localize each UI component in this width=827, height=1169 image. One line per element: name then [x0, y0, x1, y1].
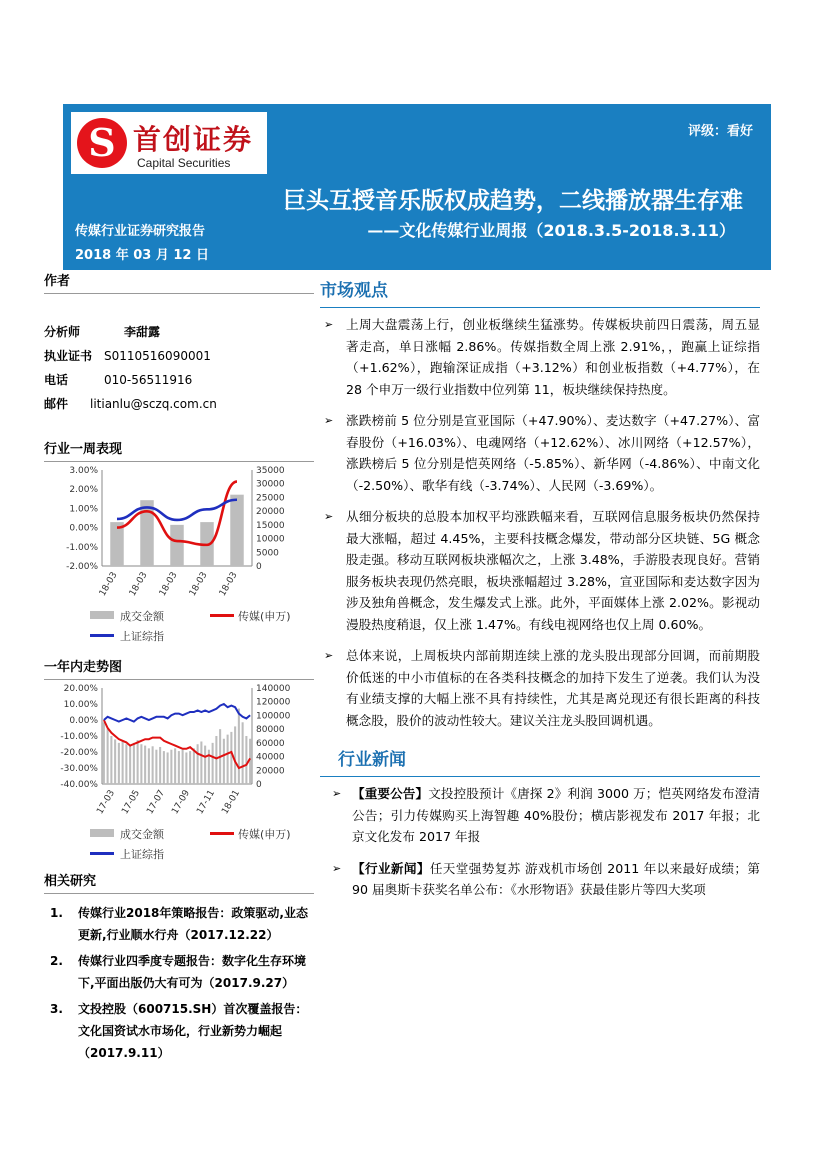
market-paragraph: ➢ 总体来说，上周板块内部前期连续上涨的龙头股出现部分回调，而前期股价低迷的中小市值标的在各类科技概念的加持下发生了逆袭。我们认为没有业绩支撑的大幅上涨不具有持续性，尤其是离兑现还有很长距离的科技概念股，股价的波动性较大。建议关注龙头股回调机遇。 — [320, 645, 760, 731]
right-tick-label: 60000 — [256, 738, 285, 749]
volume-bar — [245, 736, 247, 784]
bullet-arrow-icon: ➢ — [324, 649, 334, 662]
right-tick-label: 140000 — [256, 684, 291, 694]
right-tick-label: 40000 — [256, 752, 285, 763]
volume-bar — [137, 740, 139, 784]
volume-bar — [230, 732, 232, 784]
volume-bar — [238, 709, 240, 784]
left-tick-label: -10.00% — [60, 732, 98, 742]
legend-media-label: 传媒(申万) — [238, 828, 291, 841]
volume-bar — [215, 736, 217, 784]
volume-bar — [140, 744, 142, 784]
week-chart-legend — [44, 606, 314, 648]
report-subtitle: ——文化传媒行业周报（2018.3.5-2018.3.11） — [367, 221, 735, 240]
right-tick-label: 35000 — [256, 466, 285, 476]
cert-value: S0110516090001 — [104, 349, 211, 363]
volume-bar — [174, 748, 176, 784]
email-value: litianlu@sczq.com.cn — [90, 397, 217, 411]
x-tick-label: 17-07 — [145, 788, 168, 817]
volume-bar — [103, 722, 105, 784]
report-title: 巨头互授音乐版权成趋势，二线播放器生存难 — [283, 188, 743, 214]
volume-bar — [159, 747, 161, 784]
left-tick-label: -2.00% — [66, 562, 98, 572]
year-chart — [44, 680, 291, 824]
week-chart — [44, 462, 284, 606]
right-tick-label: 20000 — [256, 766, 285, 777]
x-tick-label: 17-05 — [120, 788, 143, 817]
news-list — [320, 783, 760, 901]
right-tick-label: 5000 — [256, 548, 279, 559]
cert-label: 执业证书 — [44, 349, 93, 363]
year-chart-svg — [44, 680, 291, 820]
volume-bar — [110, 736, 112, 784]
volume-bar — [122, 741, 124, 784]
research-item[interactable]: 3. 文投控股（600715.SH）首次覆盖报告：文化国资试水市场化，行业新势力崛起（2017.9.11） — [50, 1002, 308, 1060]
left-tick-label: 0.00% — [69, 716, 98, 726]
volume-bar — [155, 750, 157, 784]
report-type: 传媒行业证券研究报告 — [75, 224, 206, 239]
analyst-label: 分析师 — [44, 325, 81, 339]
volume-bar — [114, 739, 116, 784]
x-tick-label: 18-03 — [127, 570, 150, 599]
legend-volume-label: 成交金额 — [120, 828, 164, 841]
x-tick-label: 17-11 — [195, 788, 218, 817]
week-chart-heading: 行业一周表现 — [44, 438, 314, 462]
bullet-arrow-icon: ➢ — [324, 318, 334, 331]
research-list — [44, 902, 314, 1064]
volume-bar — [200, 741, 202, 784]
volume-bar — [107, 729, 109, 784]
phone-value: 010-56511916 — [104, 373, 193, 387]
legend-media-label: 传媒(申万) — [238, 610, 291, 623]
index-series-line — [104, 704, 250, 722]
year-chart-legend — [44, 824, 314, 866]
report-date: 2018 年 03 月 12 日 — [75, 248, 209, 263]
volume-bar — [178, 751, 180, 784]
legend-media-swatch — [210, 614, 234, 617]
volume-bar — [227, 735, 229, 784]
right-tick-label: 25000 — [256, 493, 285, 504]
volume-bar — [163, 751, 165, 784]
right-tick-label: 15000 — [256, 520, 285, 531]
volume-bar — [230, 495, 244, 566]
main-content — [320, 276, 760, 911]
x-tick-label: 18-03 — [97, 570, 120, 599]
left-tick-label: 1.00% — [69, 504, 98, 515]
market-paragraph: ➢ 涨跌榜前 5 位分别是宣亚国际（+47.90%）、麦达数字（+47.27%）、富春股份（+16.03%）、电魂网络（+12.62%）、冰川网络（+12.57%），涨跌榜后 5 位分别是恺英网络（-5.85%）、新华网（-4.86%）、中南文化（-2.50%）、歌华有线（-3.74%）、人民网（-3.69%）。 — [320, 410, 760, 496]
bullet-arrow-icon: ➢ — [332, 861, 342, 875]
left-tick-label: 10.00% — [63, 700, 98, 710]
legend-index-swatch — [90, 634, 114, 637]
left-tick-label: 20.00% — [63, 684, 98, 694]
volume-bar — [234, 726, 236, 784]
volume-bar — [212, 743, 214, 784]
volume-bar — [193, 748, 195, 784]
rating-label: 评级：看好 — [687, 124, 753, 139]
bullet-arrow-icon: ➢ — [324, 414, 334, 427]
right-tick-label: 10000 — [256, 534, 285, 545]
author-heading: 作者 — [44, 270, 314, 294]
news-item: ➢ 【行业新闻】任天堂强势复苏 游戏机市场创 2011 年以来最好成绩；第 90 届奥斯卡获奖名单公布：《水形物语》获最佳影片等四大奖项 — [320, 858, 760, 901]
right-tick-label: 120000 — [256, 697, 291, 708]
volume-bar — [185, 752, 187, 784]
news-item: ➢ 【重要公告】文投控股预计《唐探 2》利润 3000 万；恺英网络发布澄清公告；引力传媒购买上海智趣 40%股份；横店影视发布 2017 年报；北京文化发布 2017 年报 — [320, 783, 760, 848]
volume-bar — [223, 739, 225, 784]
left-tick-label: -30.00% — [60, 764, 98, 774]
x-tick-label: 17-03 — [95, 788, 118, 817]
volume-bar — [170, 525, 184, 566]
volume-bar — [118, 743, 120, 784]
news-heading: 行业新闻 — [338, 750, 406, 770]
market-paragraph: ➢ 上周大盘震荡上行，创业板继续生猛涨势。传媒板块前四日震荡，周五显著走高，单日涨幅 2.86%。传媒指数全周上涨 2.91%，，跑赢上证综指（+1.62%），跑输深证成指（+3.12%）和创业板指数（+4.77%），在 28 个申万一级行业指数中位列第 11，板块继续保持热度。 — [320, 314, 760, 400]
volume-bar — [133, 743, 135, 784]
left-tick-label: 0.00% — [69, 523, 98, 534]
research-item[interactable]: 2. 传媒行业四季度专题报告：数字化生存环境下,平面出版仍大有可为（2017.9.27） — [50, 954, 307, 990]
volume-bar — [197, 744, 199, 784]
right-tick-label: 0 — [256, 780, 262, 790]
x-tick-label: 18-01 — [220, 788, 243, 817]
right-tick-label: 100000 — [256, 711, 291, 722]
email-label: 邮件 — [44, 397, 69, 411]
bullet-arrow-icon: ➢ — [324, 510, 334, 523]
report-header — [63, 104, 771, 270]
x-tick-label: 18-03 — [217, 570, 240, 599]
left-tick-label: -40.00% — [60, 780, 98, 790]
volume-bar — [125, 744, 127, 784]
volume-bar — [182, 750, 184, 784]
volume-bar — [167, 752, 169, 784]
right-tick-label: 80000 — [256, 725, 285, 736]
research-item[interactable]: 1. 传媒行业2018年策略报告：政策驱动,业态更新,行业顺水行舟（2017.12.22） — [50, 906, 308, 942]
x-tick-label: 18-03 — [187, 570, 210, 599]
news-divider — [320, 776, 760, 777]
legend-index-label: 上证综指 — [120, 630, 164, 643]
author-info — [44, 320, 314, 416]
analyst-name: 李甜露 — [124, 325, 161, 339]
legend-index-swatch — [90, 852, 114, 855]
research-heading: 相关研究 — [44, 870, 314, 894]
volume-bar — [242, 722, 244, 784]
volume-bar — [129, 746, 131, 784]
volume-bar — [189, 751, 191, 784]
right-tick-label: 20000 — [256, 507, 285, 518]
logo-english-name: Capital Securities — [137, 156, 231, 170]
left-tick-label: 3.00% — [69, 466, 98, 476]
logo-mark-icon: S — [77, 118, 127, 168]
left-tick-label: -1.00% — [66, 542, 98, 553]
volume-bar — [152, 746, 154, 784]
left-tick-label: -20.00% — [60, 748, 98, 758]
legend-volume-swatch — [90, 611, 114, 619]
market-paragraph: ➢ 从细分板块的总股本加权平均涨跌幅来看，互联网信息服务板块仍然保持最大涨幅，超过 4.45%，主要科技概念爆发，带动部分区块链、5G 概念股走强。移动互联网板块涨幅次之，上涨 3.48%，手游股表现良好。营销服务板块表现仍然亮眼，板块涨幅超过 3.28%，宣亚国际和麦达数字因为涉及独角兽概念，发生爆发式上涨。此外，平面媒体上涨 2.02%。影视动漫股热度稍退，仅上涨 1.47%。有线电视网络也仅上周 0.60%。 — [320, 506, 760, 635]
legend-volume-swatch — [90, 829, 114, 837]
right-tick-label: 30000 — [256, 479, 285, 490]
year-chart-heading: 一年内走势图 — [44, 656, 314, 680]
logo-chinese-name: 首创证券 — [133, 123, 254, 156]
volume-bar — [204, 746, 206, 784]
x-tick-label: 17-09 — [170, 788, 193, 817]
right-tick-label: 0 — [256, 562, 262, 572]
bullet-arrow-icon: ➢ — [332, 787, 342, 800]
market-divider — [320, 307, 760, 308]
legend-index-label: 上证综指 — [120, 848, 164, 861]
week-chart-svg — [44, 462, 284, 602]
legend-volume-label: 成交金额 — [120, 610, 164, 623]
company-logo — [71, 112, 267, 174]
volume-bar — [144, 746, 146, 784]
volume-bar — [170, 750, 172, 784]
sidebar — [44, 270, 314, 1068]
x-tick-label: 18-03 — [157, 570, 180, 599]
volume-bar — [148, 748, 150, 784]
legend-media-swatch — [210, 832, 234, 835]
market-heading: 市场观点 — [320, 281, 388, 301]
phone-label: 电话 — [44, 373, 69, 387]
left-tick-label: 2.00% — [69, 485, 98, 496]
